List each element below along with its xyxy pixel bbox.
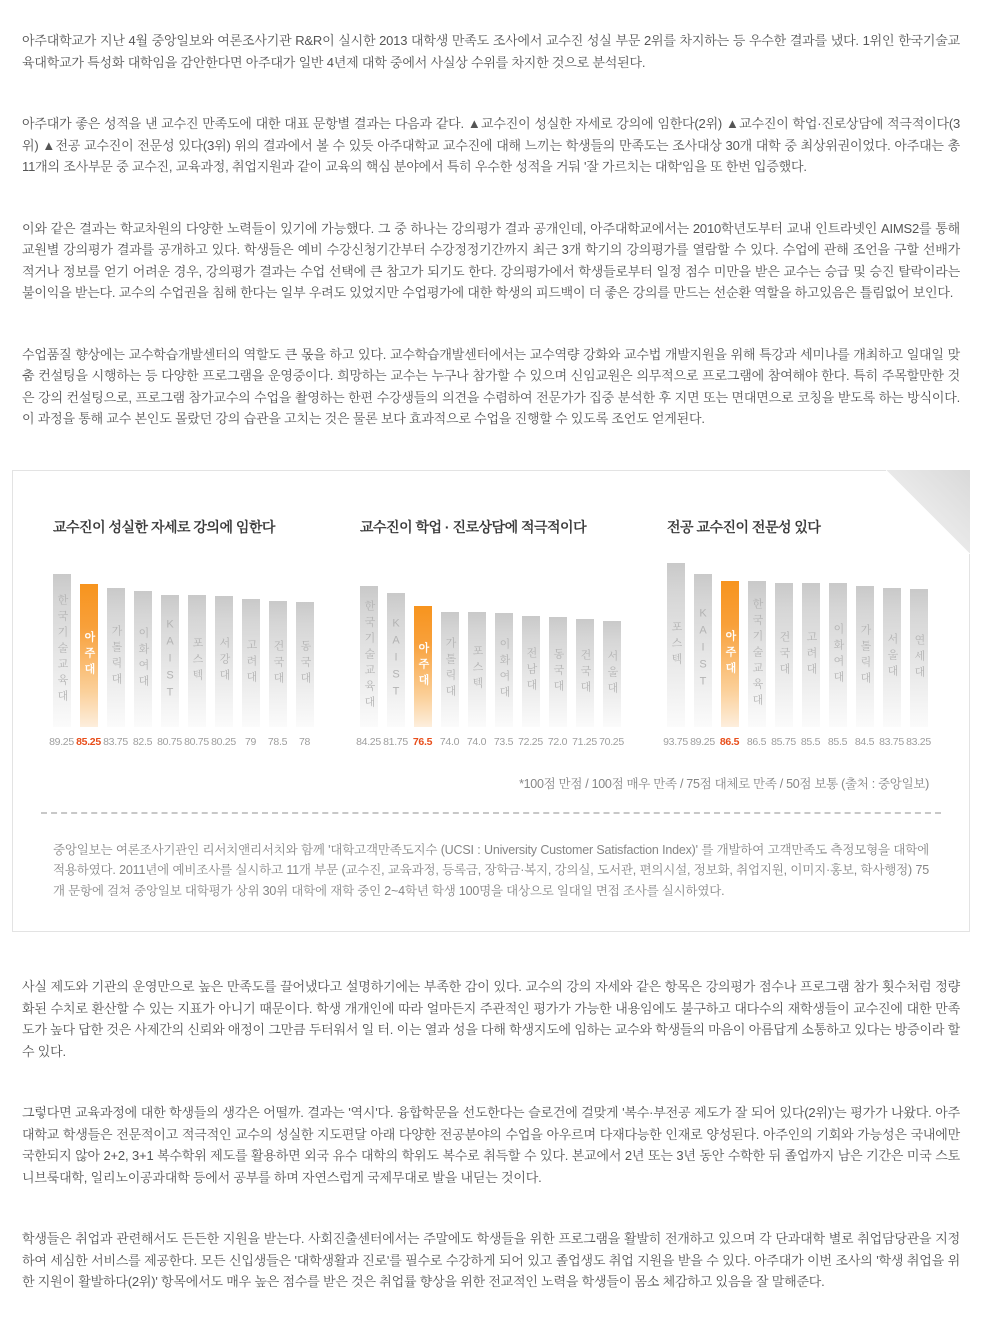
bar-가톨릭대	[856, 586, 874, 727]
bar-건국대	[775, 583, 793, 727]
paragraph-curriculum: 그렇다면 교육과정에 대한 학생들의 생각은 어떨까. 결과는 '역시'다. 융합학문을 선도한다는 슬로건에 걸맞게 '복수·부전공 제도가 잘 되어 있다(2위)'는 평가가 나왔다. 아주대학교 학생들은 전문적이고 적극적인 교수의 성실한 지도편달 아래 다양한 전공분야의 수업을 아우르며 다재다능한 인재로 양성된다. 아주인의 기회와 가능성은 국내에만 국한되지 않아 2+2, 3+1 복수학위 제도를 활용하면 외국 유수 대학의 학위도 복수로 취득할 수 있다. 본교에서 2년 또는 3년 동안 수학한 뒤 졸업까지 남은 기간은 미국 스토니브룩대학, 일리노이공과대학 등에서 공부를 하며 자연스럽게 국제무대로 발을 내딛는 것이다.	[22, 1105, 960, 1185]
bar-value: 78	[298, 735, 311, 748]
bar-university-label: 서울대	[886, 633, 898, 681]
bar-가톨릭대	[107, 588, 125, 727]
paragraph-employment-support: 학생들은 취업과 관련해서도 든든한 지원을 받는다. 사회진출센터에서는 주말에도 학생들을 위한 프로그램을 활발히 전개하고 있으며 각 단과대학 별로 취업담당관을 지정하여 세심한 서비스를 제공한다. 모든 신입생들은 '대학생활과 진로'를 필수로 수강하게 되어 있고 졸업생도 취업 지원을 받을 수 있다. 아주대가 이번 조사의 '학생 취업을 위한 지원이 활발하다(2위)' 항목에서도 매우 높은 점수를 받은 것은 취업률 향상을 위한 전교적인 노력을 학생들이 몸소 체감하고 있음을 잘 말해준다.	[22, 1231, 960, 1289]
bar-서울대	[603, 621, 621, 727]
bar-university-label: 한국기술교육대	[363, 600, 375, 712]
bar-한국기술교육대	[360, 586, 378, 727]
bar-value: 78.5	[267, 735, 288, 748]
bar-연세대	[910, 589, 928, 727]
bar-value: 72.25	[518, 735, 543, 748]
bar-포스텍	[468, 612, 486, 727]
bar-university-label: 연세대	[913, 633, 925, 682]
bar-value: 76.5	[412, 735, 433, 748]
bar-university-label: 이화여대	[498, 637, 510, 702]
values	[48, 736, 320, 748]
survey-method-note: 중앙일보는 여론조사기관인 리서치앤리서치와 함께 '대학고객만족도지수 (UCSI : University Customer Satisfaction Index)' 를 개발하여 고객만족도 측정모형을 대학에 적용하였다. 2011년에 예비조사를 실시하고 11개 부문 (교수진, 교육과정, 등록금, 장학금·복지, 강의실, 도서관, 편의시설, 정보화, 취업지원, 이미지·홍보, 학사행정) 75개 문항에 걸쳐 중앙일보 대학평가 상위 30위 대학에 재학 중인 2~4학년 학생 100명을 대상으로 일대일 면접 조사를 실시하였다.	[53, 842, 929, 898]
bar-university-label: 이화여대	[137, 626, 149, 691]
bar-value: 80.25	[211, 735, 236, 748]
values	[355, 736, 627, 748]
bar-전남대	[522, 616, 540, 727]
bar-university-label: 한국기술교육대	[56, 594, 68, 706]
bar-포스텍	[667, 563, 685, 727]
bar-value: 85.75	[771, 735, 796, 748]
bar-value: 93.75	[663, 735, 688, 748]
bar-university-label: 서강대	[218, 637, 230, 685]
bar-highlight-아주대	[80, 584, 98, 727]
bar-이화여대	[134, 591, 152, 727]
bar-university-label: 가톨릭대	[110, 625, 122, 689]
bar-university-label: 가톨릭대	[444, 637, 456, 701]
bar-고려대	[802, 583, 820, 727]
chart-sincere-lecture	[49, 517, 315, 748]
bar-가톨릭대	[441, 612, 459, 727]
bar-value: 84.25	[356, 735, 381, 748]
bar-value: 73.5	[493, 735, 514, 748]
bar-value: 83.75	[103, 735, 128, 748]
bar-university-label: 이화여대	[832, 622, 844, 687]
bar-한국기술교육대	[748, 581, 766, 727]
bar-value: 83.75	[879, 735, 904, 748]
bar-value: 80.75	[157, 735, 182, 748]
bar-university-label: 아주대	[417, 642, 429, 690]
bar-university-label: 포스텍	[191, 636, 203, 685]
bar-university-label: 포스텍	[471, 645, 483, 693]
bar-university-label: 포스텍	[670, 620, 682, 669]
chart-title: 교수진이 학업 · 진로상담에 적극적이다	[360, 518, 587, 535]
bar-value: 83.25	[906, 735, 931, 748]
bar-university-label: 건국대	[579, 648, 591, 697]
bar-value: 85.5	[827, 735, 848, 748]
paragraph-lecture-evaluation: 이와 같은 결과는 학교차원의 다양한 노력들이 있기에 가능했다. 그 중 하나는 강의평가 결과 공개인데, 아주대학교에서는 2010학년도부터 교내 인트라넷인 AIMS2를 통해 교원별 강의평가 결과를 공개하고 있다. 학생들은 예비 수강신청기간부터 수강정정기간까지 최근 3개 학기의 강의평가를 열람할 수 있다. 수업에 관해 조언을 구할 선배가 적거나 정보를 얻기 어려운 경우, 강의평가 결과는 수업 선택에 큰 참고가 되기도 한다. 강의평가에서 학생들로부터 일정 점수 미만을 받은 교수는 승급 및 승진 탈락이라는 불이익을 받는다. 교수의 수업권을 침해 한다는 일부 우려도 있었지만 수업평가에 대한 학생의 피드백이 더 좋은 강의를 만드는 선순환 역할을 하고있음은 틀림없어 보인다.	[22, 220, 960, 300]
bar-value: 81.75	[383, 735, 408, 748]
bar-value: 80.75	[184, 735, 209, 748]
chart-title: 전공 교수진이 전문성 있다	[667, 518, 821, 535]
bar-value: 86.5	[746, 735, 767, 748]
bar-이화여대	[829, 583, 847, 727]
bar-university-label: 건국대	[778, 630, 790, 679]
bar-university-label: 한국기술교육대	[751, 597, 763, 710]
bar-value: 85.5	[800, 735, 821, 748]
bar-university-label: 서울대	[606, 649, 618, 698]
bar-건국대	[269, 601, 287, 727]
charts-row	[49, 517, 931, 748]
bar-이화여대	[495, 613, 513, 727]
bar-university-label: 아주대	[83, 631, 95, 679]
bar-university-label: 건국대	[272, 639, 284, 688]
bars	[667, 561, 929, 727]
paragraph-survey-items: 아주대가 좋은 성적을 낸 교수진 만족도에 대한 대표 문항별 결과는 다음과 같다. ▲교수진이 성실한 자세로 강의에 임한다(2위) ▲교수진이 학업·진로상담에 적극적이다(3위) ▲전공 교수진이 전문성 있다(3위) 위의 결과에서 볼 수 있듯 아주대학교 교수진에 대해 느끼는 학생들의 만족도는 조사대상 30개 대학 중 최상위권이었다. 아주대는 총 11개의 조사부문 중 교수진, 교육과정, 취업지원과 같이 교육의 핵심 분야에서 특히 우수한 성적을 거둬 '잘 가르치는 대학'임을 또 한번 입증했다.	[22, 116, 960, 174]
bar-서울대	[883, 588, 901, 727]
bar-value: 74.0	[439, 735, 460, 748]
values	[662, 736, 934, 748]
bar-value: 85.25	[76, 735, 101, 748]
paragraph-teaching-center: 수업품질 향상에는 교수학습개발센터의 역할도 큰 몫을 하고 있다. 교수학습개발센터에서는 교수역량 강화와 교수법 개발지원을 위해 특강과 세미나를 개최하고 일대일 맞춤 컨설팅을 시행하는 등 다양한 프로그램을 운영중이다. 희망하는 교수는 누구나 참가할 수 있으며 신임교원은 의무적으로 프로그램에 참여해야 한다. 특히 주목할만한 것은 강의 컨설팅으로, 프로그램 참가교수의 수업을 촬영하는 한편 수강생들의 의견을 수렴하여 전문가가 집중 분석한 후 지면 또는 면대면으로 코칭을 받도록 하는 방식이다. 이 과정을 통해 교수 본인도 몰랐던 강의 습관을 고치는 것은 물론 보다 효과적으로 수업을 진행할 수 있도록 조언도 얻게된다.	[22, 346, 960, 426]
bar-고려대	[242, 599, 260, 727]
bar-value: 70.25	[599, 735, 624, 748]
paragraph-intro: 아주대학교가 지난 4월 중앙일보와 여론조사기관 R&R이 실시한 2013 대학생 만족도 조사에서 교수진 성실 부문 2위를 차지하는 등 우수한 결과를 냈다. 1위인 한국기술교육대학교가 특성화 대학임을 감안한다면 아주대가 일반 4년제 대학 중에서 사실상 수위를 차지한 것으로 분석된다.	[22, 33, 960, 70]
bar-동국대	[549, 617, 567, 727]
bar-value: 89.25	[49, 735, 74, 748]
bar-value: 82.5	[132, 735, 153, 748]
bar-한국기술교육대	[53, 574, 71, 727]
bar-university-label: 동국대	[552, 647, 564, 696]
paragraph-satisfaction-analysis: 사실 제도와 기관의 운영만으로 높은 만족도를 끌어냈다고 설명하기에는 부족한 감이 있다. 교수의 강의 자세와 같은 항목은 강의평가 점수나 프로그램 참가 횟수처럼 정량화된 수치로 환산할 수 있는 지표가 아니기 때문이다. 학생 개개인에 따라 얼마든지 주관적인 평가가 가능한 내용임에도 불구하고 대다수의 재학생들이 교수진에 대한 만족도가 높다 답한 것은 사제간의 신뢰와 애정이 그만큼 두터워서 일 터. 이는 열과 성을 다해 학생지도에 임하는 교수와 학생들의 마음이 아름답게 소통하고 있다는 방증이라 할 수 있다.	[22, 979, 960, 1059]
bar-university-label: 동국대	[299, 640, 311, 688]
bar-university-label: 고려대	[805, 630, 817, 679]
bar-서강대	[215, 596, 233, 727]
bar-university-label: KAIST	[164, 618, 176, 703]
bar-university-label: KAIST	[697, 607, 709, 693]
bar-value: 71.25	[572, 735, 597, 748]
bar-university-label: 가톨릭대	[859, 624, 871, 688]
chart-footnote: *100점 만점 / 100점 매우 만족 / 75점 대체로 만족 / 50점 보통 (출처 : 중앙일보)	[519, 776, 929, 791]
bar-value: 89.25	[690, 735, 715, 748]
bar-value: 86.5	[719, 735, 740, 748]
chart-career-counseling	[356, 517, 624, 748]
bar-university-label: 고려대	[245, 638, 257, 687]
bars	[53, 561, 315, 727]
bar-동국대	[296, 602, 314, 727]
bar-포스텍	[188, 595, 206, 727]
page-fold-corner-icon	[886, 470, 970, 554]
bar-university-label: 전남대	[525, 647, 537, 695]
bar-highlight-아주대	[721, 581, 739, 727]
chart-title: 교수진이 성실한 자세로 강의에 임한다	[53, 518, 275, 535]
bars	[360, 561, 622, 727]
bar-value: 72.0	[547, 735, 568, 748]
bar-value: 79	[244, 735, 257, 748]
bar-value: 84.5	[854, 735, 875, 748]
dashed-divider	[41, 812, 941, 814]
bar-KAIST	[161, 595, 179, 727]
bar-highlight-아주대	[414, 606, 432, 727]
bar-KAIST	[387, 593, 405, 727]
bar-건국대	[576, 619, 594, 727]
chart-panel	[12, 470, 970, 933]
bar-KAIST	[694, 574, 712, 727]
bar-university-label: KAIST	[390, 617, 402, 702]
bar-value: 74.0	[466, 735, 487, 748]
bar-university-label: 아주대	[724, 629, 736, 678]
